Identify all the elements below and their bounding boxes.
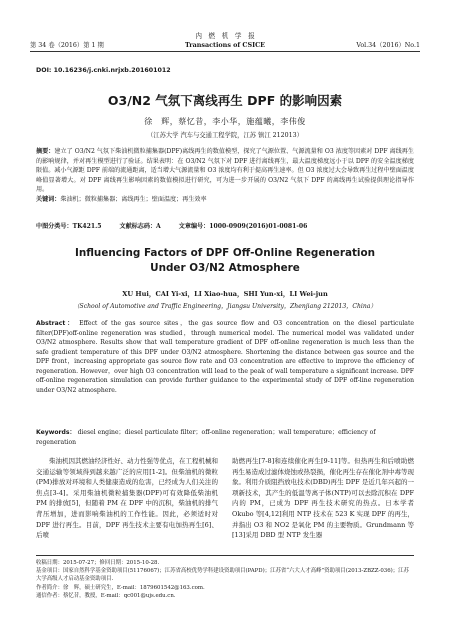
en-keywords [36, 428, 414, 447]
body-text [36, 456, 414, 556]
en-affiliation: （School of Automotive and Traffic Engineering，Jiangsu University，Zhenjiang 212013，China） [73, 303, 377, 310]
journal-name-en: Transactions of CSICE [184, 41, 266, 49]
en-abstract [36, 319, 414, 395]
body-paragraph: 柴油机因其燃油经济性好、动力性强等优点，在工程机械和交通运输等领域得到越来越广泛的应用[1-2]。但柴油机的微粒(PM)排放对环境和人类健康造成的危害，已经成为人们关注的焦点[3-4]。采用柴油机微粒捕集器(DPF)可有效降低柴油机 PM 的排放[5]，但随着 PM 在 DPF 中的沉积，柴油机的排气背压增加，进而影响柴油机的工作性能。因此，必须适时对 DPF 进行再生。目前，DPF 再生技术主要有电加热再生[6]、后喷 [36, 457, 218, 540]
journal-volume-en: Vol.34（2016）No.1 [356, 42, 420, 49]
cn-title: O3/N2 气氛下离线再生 DPF 的影响因素 [107, 93, 343, 108]
clc-number: 中图分类号：TK421.5 [36, 223, 102, 230]
journal-volume-cn: 第 34 卷（2016）第 1 期 [30, 42, 104, 49]
footnote-contact: 通信作者：蔡忆昔，教授，E-mail：qc001@ujs.edu.cn. [36, 592, 176, 599]
en-abstract-label: Abstract： [36, 320, 76, 327]
document-code: 文献标志码：A [119, 223, 161, 230]
en-authors: XU Hui，CAI Yi-xi，LI Xiao-hua，SHI Yun-xi，LI Wei-jun [122, 290, 328, 298]
classification-row [36, 221, 414, 230]
en-keywords-text: diesel engine；diesel particulate filter；off-online regeneration；wall temperature；efficiency of regeneration [36, 429, 376, 446]
en-abstract-text: Effect of the gas source sites，the gas source flow and O3 concentration on the diesel particulate filter(DPF)off-online regeneration was studied，through numerical model. The numerical model was validated under O3/N2 atmosphere. Results show that wall temperature gradient of DPF off-online regeneration is much less than the safe gradient temperature of this DPF under O3/N2 atmosphere. Shortening the distance between gas source and the DPF front，increasing appropriate gas source flow rate and O3 concentration are effective to improve the efficiency of regeneration. However，over high O3 concentration will lead to the peak of wall temperature a significant increase. DPF off-online regeneration simulation can provide further guidance to the experimental study of DPF off-line regeneration under O3/N2 atmosphere. [36, 320, 415, 394]
body-column-left [36, 456, 218, 556]
footnote-fund: 基金项目：国家自然科学基金资助项目(51176067)；江苏省高校优势学科建设资助项目(PAPD)；江苏省“六大人才高峰”资助项目(2013-ZBZZ-036)；江苏大学高级人才启动基金资助项目. [36, 568, 409, 583]
journal-name-cn: 内 燃 机 学 报 [195, 32, 255, 40]
cn-abstract-label: 摘要： [36, 148, 55, 155]
footnote [36, 555, 414, 600]
footnote-author: 作者简介：徐 辉，硕士研究生，E-mail：1879601542@163.com. [36, 584, 205, 591]
article-number: 文章编号：1000-0909(2016)01-0081-06 [178, 223, 308, 230]
body-column-right [232, 456, 414, 556]
en-title-line1: Influencing Factors of DPF Off-Online Regeneration [74, 247, 376, 259]
running-header [30, 30, 420, 52]
cn-keywords-label: 关键词： [36, 195, 61, 203]
cn-authors: 徐 辉，蔡忆昔，李小华，施蕴曦，李伟俊 [144, 117, 306, 126]
cn-abstract-text: 建立了 O3/N2 气氛下柴油机微粒捕集器(DPF)离线再生的数值模型，探究了气源位置、气源流量和 O3 浓度等因素对 DPF 离线再生的影响规律，并对再生模型进行了验证。结果表明：在 O3/N2 气氛下对 DPF 进行离线再生，最大温度梯度远小于以 DPF 的安全温度梯度限值。减小气源距 DPF 前端的流通距离，适当增大气源流量和 O3 浓度均有利于提高再生速率。但 O3 浓度过大会导致再生过程中壁面温度峰值显著增大。对 DPF 离线再生影响因素的数值模拟进行研究，可为进一步开展的 O3/N2 气氛下 DPF 的离线再生试验提供理论指导作用。 [36, 148, 415, 194]
en-keywords-label: Keywords： [36, 429, 76, 436]
cn-abstract [36, 147, 414, 205]
cn-affiliation: （江苏大学 汽车与交通工程学院，江苏 镇江 212013） [147, 132, 303, 139]
body-paragraph: 助燃再生[7-8]和连续催化再生[9-11]等。但热再生和后喷助燃再生易造成过滤体烧蚀或热裂损，催化再生存在催化剂中毒等现象。利用介质阻挡放电技术(DBD)再生 DPF 是近几年兴起的一项新技术，其产生的低温等离子体(NTP)可以去除沉积在 DPF 内的 PM，已成为 DPF 再生技术研究的热点。日本学者 Okubo 等[4,12]利用 NTP 技术在 523 K 实现 DPF 的再生，并指出 O3 和 NO2 是氧化 PM 的主要物质。Grundmann 等[13]采用 DBD 型 NTP 发生器 [232, 457, 414, 540]
doi: DOI: 10.16236/j.cnki.nrjxb.201601012 [36, 67, 171, 74]
footnote-received: 收稿日期：2015-07-27；修回日期：2015-10-28. [36, 560, 160, 566]
en-title [0, 246, 450, 276]
cn-keywords-text: 柴油机；微粒捕集器；离线再生；壁面温度；再生效率 [60, 195, 207, 203]
en-title-line2: Under O3/N2 Atmosphere [150, 262, 300, 274]
cn-keywords [36, 195, 414, 205]
